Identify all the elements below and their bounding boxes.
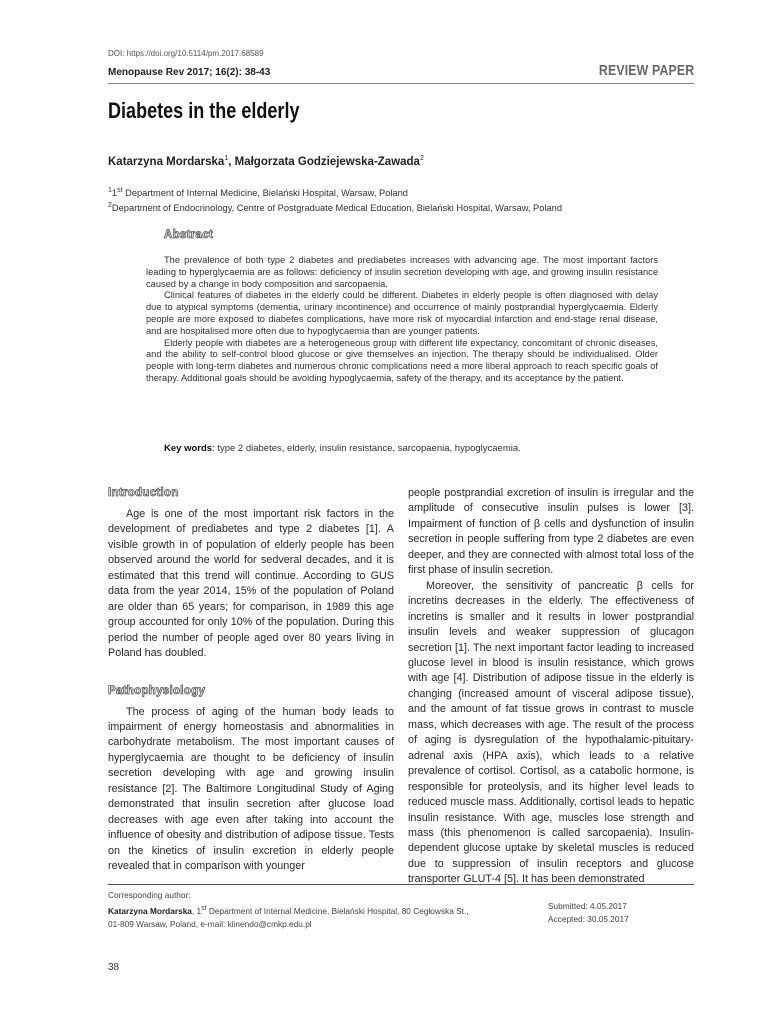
affiliation-number: 2 — [108, 202, 112, 209]
affiliation-marker: 1 — [224, 155, 229, 162]
left-column — [108, 486, 394, 875]
keywords — [164, 443, 521, 454]
ordinal-suffix: st — [201, 905, 207, 912]
right-column — [408, 486, 694, 888]
ordinal-suffix: st — [117, 187, 123, 194]
author-name: Małgorzata Godziejewska-Zawada — [234, 155, 420, 168]
corresponding-name: Katarzyna Mordarska — [108, 905, 192, 916]
article-title: Diabetes in the elderly — [108, 98, 300, 123]
affiliation-text: 1st Department of Internal Medicine, Bielański Hospital, Warsaw, Poland — [111, 187, 408, 199]
corresponding-author — [108, 889, 469, 931]
affiliation-1 — [108, 187, 408, 198]
header-divider — [108, 83, 694, 84]
accepted-date: Accepted: 30.05.2017 — [548, 914, 629, 924]
section-heading-introduction: Introduction — [108, 487, 179, 499]
article-dates — [548, 900, 629, 926]
section-label: REVIEW PAPER — [598, 62, 694, 79]
submitted-date: Submitted: 4.05.2017 — [548, 901, 627, 911]
corresponding-email-line[interactable]: 01-809 Warsaw, Poland, e-mail: klinendo@cmkp.edu.pl — [108, 918, 312, 929]
corresponding-prefix: , 1 — [191, 905, 202, 916]
journal-citation: Menopause Rev 2017; 16(2): 38-43 — [108, 67, 271, 78]
keywords-list: : type 2 diabetes, elderly, insulin resistance, sarcopaenia, hypoglycaemia. — [212, 443, 521, 454]
corresponding-address-line — [108, 902, 469, 918]
keywords-label: Key words — [164, 443, 213, 454]
body-paragraph: Age is one of the most important risk factors in the development of prediabetes and type 2 diabetes [1]. A visible growth in of population of elderly people has been observed around the world for sedveral decades, and it is estimated that this trend will continue. According to GUS data from the year 2014, 15% of the population of Poland are older than 65 years; for comparison, in 1989 this age group accounted for only 10% of the population. During this period the number of people aged over 80 years living in Poland has doubled. — [108, 508, 394, 660]
page-number: 38 — [108, 962, 120, 973]
doi-link[interactable]: DOI: https://doi.org/10.5114/pm.2017.68589 — [108, 49, 264, 58]
affiliation-text: Department of Endocrinology, Centre of Postgraduate Medical Education, Bielański Hospital, Warsaw, Poland — [111, 203, 563, 214]
footer-divider — [108, 884, 694, 885]
author-list — [108, 155, 424, 168]
abstract-paragraph: Clinical features of diabetes in the elderly could be different. Diabetes in elderly people is often diagnosed with delay due to atypical symptoms (dementia, urinary incontinence) and occurrence of mainly postprandial hyperglycaemia. Elderly people are more exposed to diabetes complications, have more risk of myocardial infarction and end-stage renal disease, and are hospitalised more often due to hypoglycaemia than are younger patients. — [146, 290, 658, 336]
abstract-heading: Abstract — [164, 229, 214, 241]
abstract-paragraph: Elderly people with diabetes are a heterogeneous group with different life expectancy, concomitant of chronic diseases, and the ability to self-control blood glucose or give themselves an injection. The therapy should be individualised. Older people with long-term diabetes and numerous chronic complications need a more liberal approach to reach specific goals of therapy. Additional goals should be avoiding hypoglycaemia, safety of the therapy, and its acceptance by the patient. — [146, 337, 658, 383]
affiliation-2 — [108, 202, 562, 213]
author-separator: , — [228, 155, 235, 168]
corresponding-label: Corresponding author: — [108, 890, 191, 900]
corresponding-address: Department of Internal Medicine, Bielański Hospital, 80 Cegłowska St., — [206, 905, 469, 916]
section-heading-pathophysiology: Pathophysiology — [108, 684, 206, 697]
affiliation-number: 1 — [108, 187, 112, 194]
body-paragraph: people postprandial excretion of insulin is irregular and the amplitude of consecutive insulin pulses is lower [3]. Impairment of function of β cells and dysfunction of insulin secretion in people suffering from type 2 diabetes are even deeper, and they are connected with almost total loss of the first phase of insulin secretion. — [408, 487, 694, 577]
abstract-body — [146, 255, 658, 385]
body-paragraph: The process of aging of the human body leads to impairment of energy homeostasis and abnormalities in carbohydrate metabolism. The most important causes of hyperglycaemia are thought to be deficiency of insulin secretion developing with age and growing insulin resistance [2]. The Baltimore Longitudinal Study of Aging demonstrated that insulin secretion after glucose load decreases with age even after taking into account the influence of obesity and distribution of adipose tissue. Tests on the kinetics of insulin excretion in elderly people revealed that in comparison with younger — [108, 705, 394, 873]
author-name: Katarzyna Mordarska — [108, 155, 225, 168]
affiliation-marker: 2 — [419, 155, 424, 162]
section-spacer — [108, 662, 394, 684]
abstract-paragraph: The prevalence of both type 2 diabetes and prediabetes increases with advancing age. The most important factors leading to hyperglycaemia are as follows: deficiency of insulin secretion developing with age, and growing insulin resistance caused by a change in body composition and sarcopaenia. — [146, 255, 658, 289]
body-paragraph: Moreover, the sensitivity of pancreatic β cells for incretins decreases in the elderly. The effectiveness of incretins is smaller and it results in lower postprandial insulin levels and weaker suppression of glucagon secretion [1]. The next important factor leading to increased glucose level in blood is insulin resistance, which grows with age [4]. Distribution of adipose tissue in the elderly is changing (increased amount of visceral adipose tissue), and the amount of fat tissue grows in contrast to muscle mass, which decreases with age. The result of the process of aging is dysregulation of the hypothalamic-pituitary-adrenal axis (HPA axis), which leads to a relative prevalence of cortisol. Cortisol, as a catabolic hormone, is responsible for proteolysis, and its higher level leads to reduced muscle mass. Additionally, cortisol leads to hepatic insulin resistance. With age, muscles lose strength and mass (this phenomenon is called sarcopaenia). Insulin-dependent glucose uptake by skeletal muscles is reduced due to suppression of insulin receptors and glucose transporter GLUT-4 [5]. It has been demonstrated — [408, 579, 694, 886]
